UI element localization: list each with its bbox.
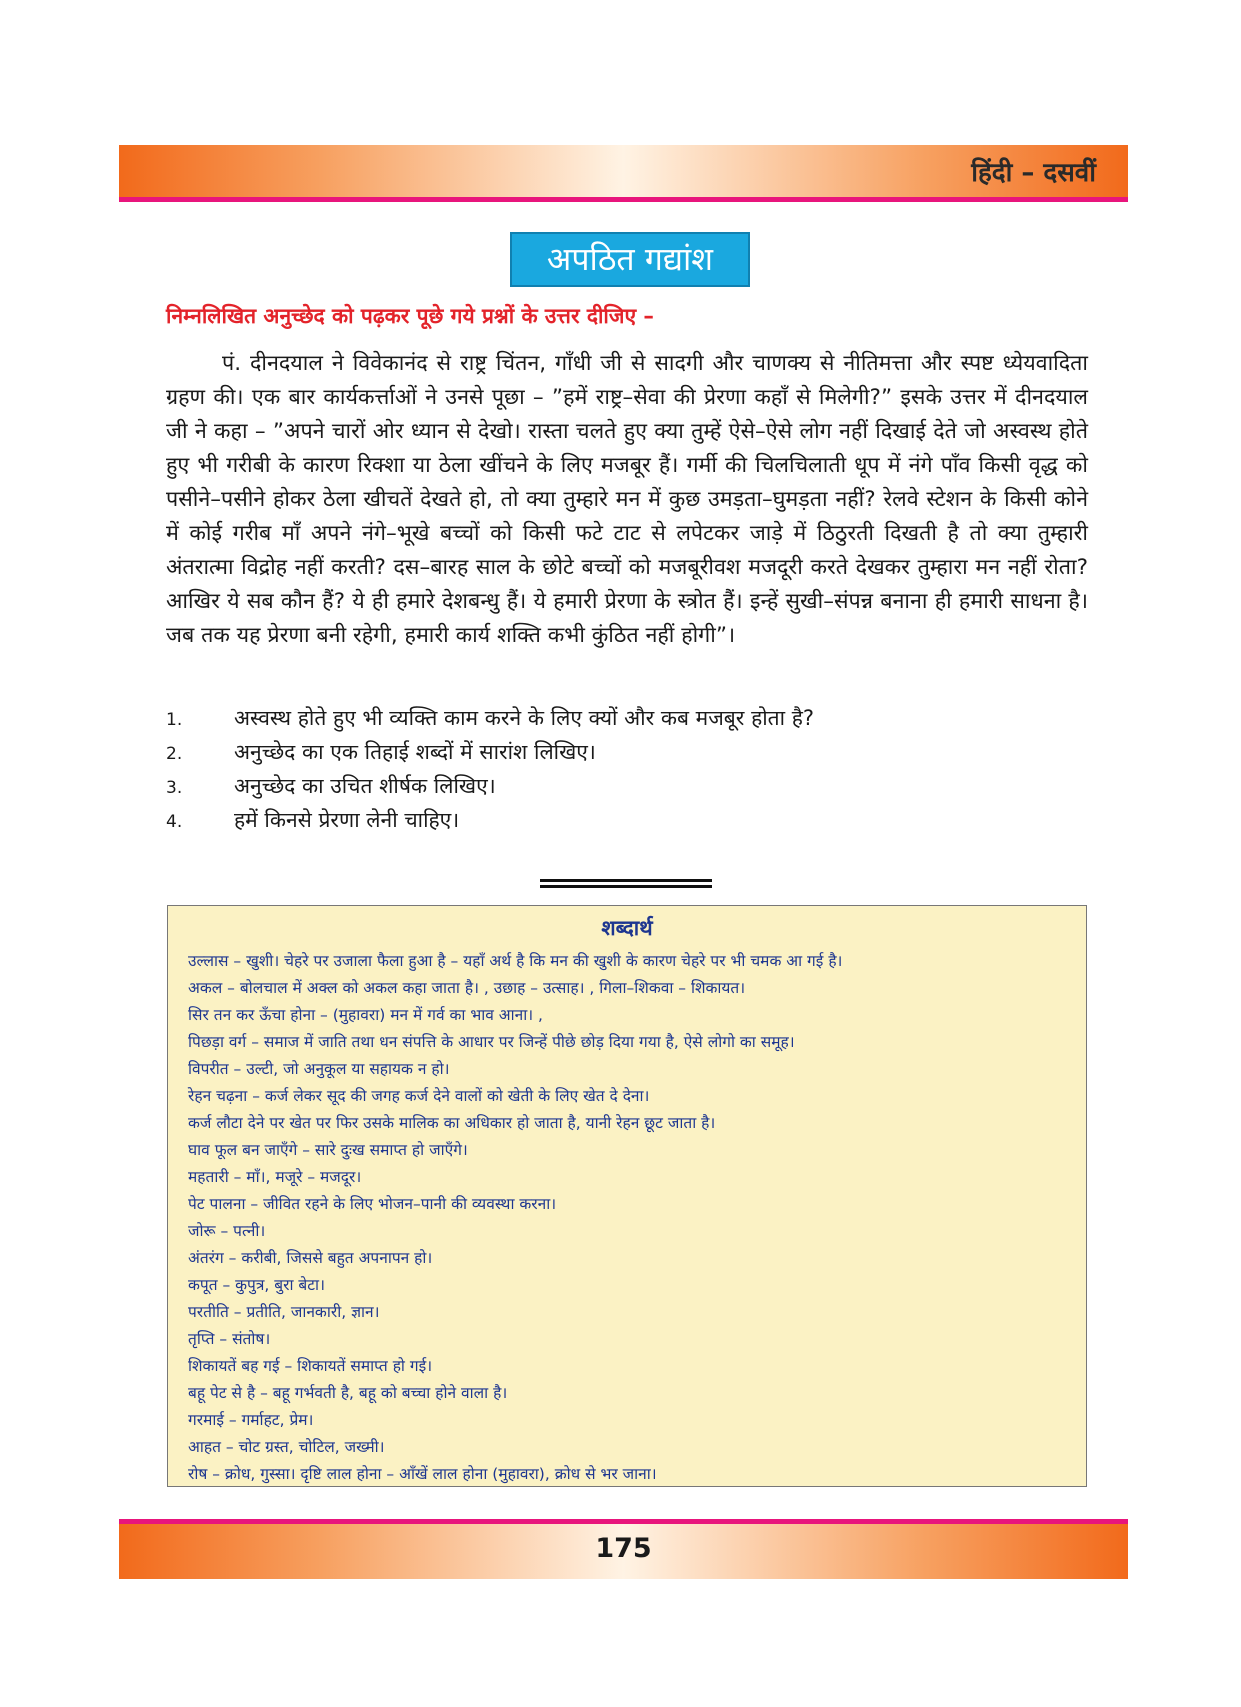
glossary-line: महतारी – माँ।, मजूरे – मजदूर। [188, 1168, 362, 1186]
question-item [166, 735, 1088, 769]
glossary-list [168, 948, 1086, 1488]
glossary-line: आहत – चोट ग्रस्त, चोटिल, जख्मी। [188, 1438, 385, 1456]
glossary-box [167, 905, 1087, 1487]
glossary-line: बहू पेट से है – बहू गर्भवती है, बहू को बच्चा होने वाला है। [188, 1384, 508, 1402]
question-number: 1. [166, 710, 183, 730]
glossary-title: शब्दार्थ [601, 916, 653, 940]
glossary-line: विपरीत – उल्टी, जो अनुकूल या सहायक न हो। [188, 1060, 450, 1078]
question-item [166, 769, 1088, 803]
question-item [166, 701, 1088, 735]
glossary-line: तृप्ति – संतोष। [188, 1330, 271, 1348]
glossary-line: अंतरंग – करीबी, जिससे बहुत अपनापन हो। [188, 1249, 433, 1267]
glossary-line: पेट पालना – जीवित रहने के लिए भोजन–पानी की व्यवस्था करना। [188, 1195, 557, 1213]
passage-paragraph: पं. दीनदयाल ने विवेकानंद से राष्ट्र चिंतन, गाँधी जी से सादगी और चाणक्य से नीतिमत्ता और स्पष्ट ध्येयवादिता ग्रहण की। एक बार कार्यकर्त्ताओं ने उनसे पूछा – ”हमें राष्ट्र–सेवा की प्रेरणा कहाँ से मिलेगी?” इसके उत्तर में दीनदयाल जी ने कहा – ”अपने चारों ओर ध्यान से देखो। रास्ता चलते हुए क्या तुम्हें ऐसे–ऐसे लोग नहीं दिखाई देते जो अस्वस्थ होते हुए भी गरीबी के कारण रिक्शा या ठेला खींचने के लिए मजबूर हैं। गर्मी की चिलचिलाती धूप में नंगे पाँव किसी वृद्ध को पसीने–पसीने होकर ठेला खीचतें देखते हो, तो क्या तुम्हारे मन में कुछ उमड़ता–घुमड़ता नहीं? रेलवे स्टेशन के किसी कोने में कोई गरीब माँ अपने नंगे–भूखे बच्चों को किसी फटे टाट से लपेटकर जाड़े में ठिठुरती दिखती है तो क्या तुम्हारी अंतरात्मा विद्रोह नहीं करती? दस–बारह साल के छोटे बच्चों को मजबूरीवश मजदूरी करते देखकर तुम्हारा मन नहीं रोता? आखिर ये सब कौन हैं? ये ही हमारे देशबन्धु हैं। ये हमारी प्रेरणा के स्त्रोत हैं। इन्हें सुखी–संपन्न बनाना ही हमारी साधना है। जब तक यह प्रेरणा बनी रहेगी, हमारी कार्य शक्ति कभी कुंठित नहीं होगी”। [166, 351, 1088, 648]
glossary-line: सिर तन कर ऊँचा होना – (मुहावरा) मन में गर्व का भाव आना। , [188, 1006, 543, 1024]
glossary-line: पिछड़ा वर्ग – समाज में जाति तथा धन संपत्ति के आधार पर जिन्हें पीछे छोड़ दिया गया है, ऐसे लोगो का समूह। [188, 1033, 795, 1051]
question-list [166, 701, 1088, 837]
question-item [166, 803, 1088, 837]
glossary-line: रोष – क्रोध, गुस्सा। दृष्टि लाल होना – आँखें लाल होना (मुहावरा), क्रोध से भर जाना। [188, 1465, 657, 1483]
glossary-line: गरमाई – गर्माहट, प्रेम। [188, 1411, 314, 1429]
question-number: 4. [166, 812, 183, 832]
glossary-line: परतीति – प्रतीति, जानकारी, ज्ञान। [188, 1303, 380, 1321]
instruction-text: निम्नलिखित अनुच्छेद को पढ़कर पूछे गये प्रश्नों के उत्तर दीजिए – [166, 304, 654, 328]
glossary-line: कर्ज लौटा देने पर खेत पर फिर उसके मालिक का अधिकार हो जाता है, यानी रेहन छूट जाता है। [188, 1114, 716, 1132]
question-text: अस्वस्थ होते हुए भी व्यक्ति काम करने के लिए क्यों और कब मजबूर होता है? [234, 706, 815, 730]
question-text: हमें किनसे प्रेरणा लेनी चाहिए। [234, 808, 460, 832]
glossary-line: रेहन चढ़ना – कर्ज लेकर सूद की जगह कर्ज देने वालों को खेती के लिए खेत दे देना। [188, 1087, 650, 1105]
glossary-line: जोरू – पत्नी। [188, 1222, 266, 1240]
glossary-line: घाव फूल बन जाएँगे – सारे दुःख समाप्त हो जाएँगे। [188, 1141, 468, 1159]
footer-band [119, 1519, 1128, 1579]
glossary-line: उल्लास – खुशी। चेहरे पर उजाला फैला हुआ है – यहाँ अर्थ है कि मन की खुशी के कारण चेहरे पर भी चमक आ गई है। [188, 952, 843, 970]
section-divider [540, 879, 712, 888]
question-number: 3. [166, 778, 183, 798]
glossary-line: अकल – बोलचाल में अक्ल को अकल कहा जाता है। , उछाह – उत्साह। , गिला–शिकवा – शिकायत। [188, 979, 746, 997]
question-text: अनुच्छेद का उचित शीर्षक लिखिए। [234, 774, 496, 798]
header-band [119, 145, 1128, 202]
question-number: 2. [166, 744, 183, 764]
question-text: अनुच्छेद का एक तिहाई शब्दों में सारांश लिखिए। [234, 740, 596, 764]
section-title: अपठित गद्यांश [510, 232, 750, 287]
glossary-line: कपूत – कुपुत्र, बुरा बेटा। [188, 1276, 325, 1294]
glossary-line: शिकायतें बह गई – शिकायतें समाप्त हो गई। [188, 1357, 433, 1375]
header-title: हिंदी – दसवीं [971, 158, 1096, 188]
page-number: 175 [595, 1533, 652, 1564]
